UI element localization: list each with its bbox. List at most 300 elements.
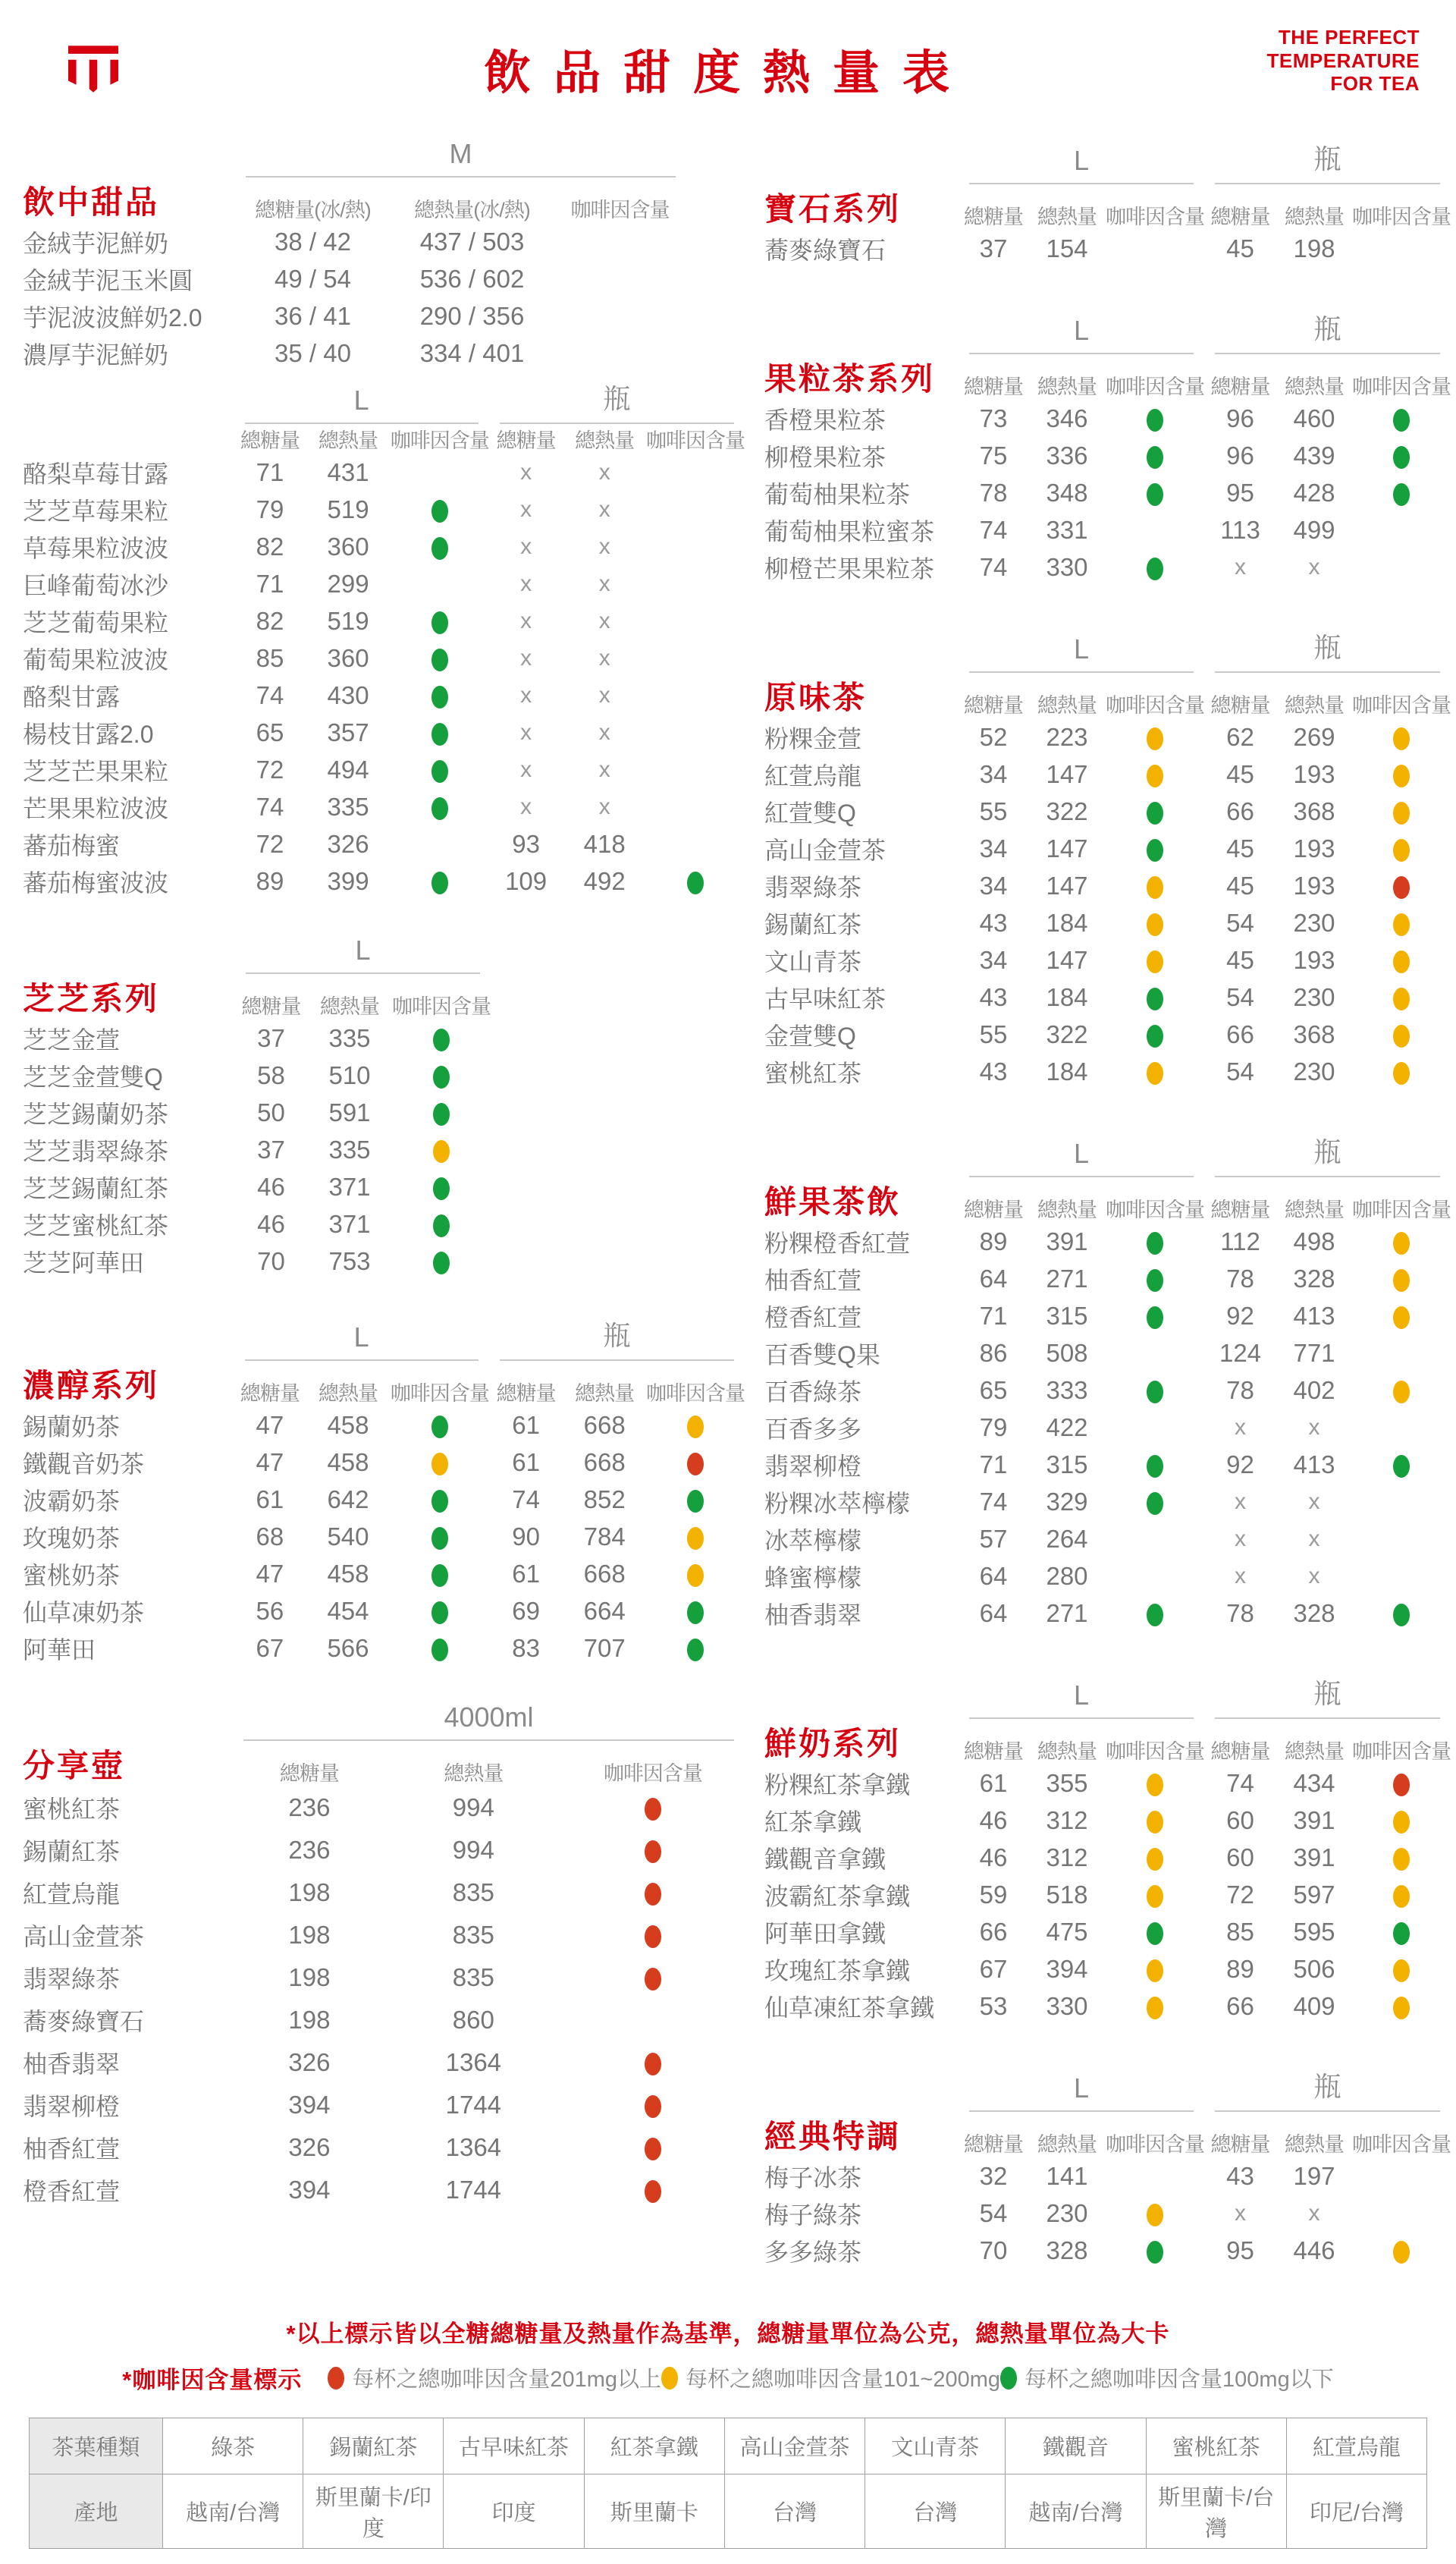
left-column — [23, 138, 745, 2310]
origin-cell: 台灣 — [724, 2474, 864, 2549]
calorie-value: x — [1308, 1488, 1320, 1514]
caffeine-dot — [1393, 446, 1410, 469]
drink-row — [23, 788, 745, 825]
drink-name: 紅萱烏龍 — [764, 762, 862, 790]
column-header: 總熱量 — [1037, 1199, 1097, 1221]
caffeine-cell — [1106, 830, 1204, 867]
drink-name: 仙草凍奶茶 — [23, 1598, 145, 1626]
sugar-value: 50 — [257, 1098, 285, 1126]
drink-name: 翡翠綠茶 — [764, 873, 862, 901]
calorie-value: 269 — [1293, 722, 1335, 751]
calorie-value: 422 — [1046, 1412, 1088, 1441]
caffeine-dot — [1147, 1997, 1163, 2019]
column-header: 咖啡因含量 — [645, 429, 745, 452]
sugar-value: 198 — [288, 1921, 331, 1949]
drink-row — [764, 1297, 1451, 1334]
sugar-value: 96 — [1226, 404, 1254, 432]
caffeine-cell — [646, 639, 745, 677]
caffeine-dot — [1393, 1922, 1410, 1945]
drink-row — [764, 1950, 1451, 1987]
caffeine-cell — [1352, 1520, 1451, 1557]
section-title: 飲中甜品 — [23, 184, 160, 221]
caffeine-dot — [1147, 839, 1163, 862]
calorie-value: 184 — [1046, 1057, 1088, 1086]
sugar-value: 198 — [288, 2006, 331, 2034]
page-title: 飲品甜度熱量表 — [483, 45, 972, 100]
sugar-value: 61 — [512, 1447, 540, 1476]
calorie-value: 394 — [1046, 1954, 1088, 1983]
caffeine-cell — [1106, 400, 1204, 437]
sugar-value: 89 — [979, 1227, 1008, 1255]
caffeine-cell — [646, 751, 745, 788]
column-header: 總糖量 — [1210, 375, 1270, 398]
caffeine-dot — [431, 760, 448, 783]
caffeine-cell — [1106, 718, 1204, 756]
size-group-label: 瓶 — [1215, 308, 1440, 354]
drink-row — [23, 1243, 491, 1280]
drink-row — [23, 1406, 745, 1444]
tea-origin-table — [29, 2418, 1427, 2549]
sugar-value: 71 — [979, 1301, 1008, 1330]
sugar-value: 75 — [979, 441, 1008, 470]
caffeine-cell — [392, 1131, 491, 1168]
drink-row — [764, 474, 1451, 511]
column-header: 咖啡因含量 — [1106, 2133, 1204, 2156]
sugar-value: 46 — [257, 1209, 285, 1238]
section-table-yin-zhong-tian-pin — [23, 138, 686, 372]
drink-name: 梅子冰茶 — [764, 2163, 862, 2192]
caffeine-dot — [1147, 1774, 1163, 1796]
sugar-value: 74 — [256, 792, 284, 821]
caffeine-dot — [687, 1601, 704, 1624]
size-group-label: L — [246, 935, 480, 974]
caffeine-dot — [1147, 1885, 1163, 1908]
calorie-value: 399 — [327, 866, 369, 895]
calorie-value: 437 / 503 — [419, 227, 525, 256]
calorie-value: 391 — [1046, 1227, 1088, 1255]
caffeine-cell — [646, 825, 745, 863]
calorie-value: x — [1308, 1563, 1320, 1588]
caffeine-dot — [1393, 988, 1410, 1010]
drink-name: 百香綠茶 — [764, 1378, 862, 1406]
calorie-value: 430 — [327, 680, 369, 709]
caffeine-cell — [561, 2169, 745, 2211]
column-header: 總糖量 — [964, 694, 1023, 717]
size-group-label: M — [246, 138, 676, 178]
calorie-value: 499 — [1293, 515, 1335, 544]
calorie-value: 193 — [1293, 945, 1335, 974]
sugar-value: 37 — [979, 234, 1008, 262]
drink-name: 蕃茄梅蜜波波 — [23, 869, 169, 897]
right-column — [764, 138, 1451, 2310]
calorie-value: 271 — [1046, 1598, 1088, 1627]
caffeine-dot — [1147, 1604, 1163, 1626]
drink-row — [764, 867, 1451, 904]
calorie-value: 508 — [1046, 1338, 1088, 1367]
column-header: 咖啡因含量 — [390, 429, 489, 452]
caffeine-cell — [391, 714, 489, 751]
drink-name: 柚香翡翠 — [764, 1601, 862, 1629]
drink-row — [23, 1205, 491, 1243]
drink-row — [23, 751, 745, 788]
sugar-value: 34 — [979, 834, 1008, 863]
sugar-value: 54 — [979, 2198, 1008, 2227]
sugar-value: x — [520, 682, 532, 708]
section-table-baoshi — [764, 138, 1451, 267]
origin-row — [30, 2474, 1427, 2549]
legend-text: 每杯之總咖啡因含量201mg以上 — [352, 2368, 662, 2392]
caffeine-dot — [431, 500, 448, 523]
caffeine-cell — [646, 1406, 745, 1444]
drink-row — [23, 677, 745, 714]
caffeine-legend-items — [328, 2362, 1333, 2393]
sugar-value: x — [1235, 2200, 1246, 2226]
calorie-value: 994 — [452, 1793, 494, 1821]
sugar-value: x — [520, 608, 532, 633]
caffeine-cell — [392, 1168, 491, 1205]
sugar-value: 53 — [979, 1991, 1008, 2020]
drink-name: 仙草凍紅茶拿鐵 — [764, 1994, 935, 2022]
calorie-value: 994 — [452, 1836, 494, 1864]
caffeine-cell — [1106, 511, 1204, 548]
drink-row — [764, 1372, 1451, 1409]
calorie-value: 360 — [327, 643, 369, 672]
legend-dot — [328, 2367, 344, 2390]
caffeine-cell — [1106, 230, 1204, 267]
tea-type-cell: 高山金萱茶 — [724, 2418, 864, 2474]
drink-name: 酪梨甘露 — [23, 683, 121, 711]
calorie-value: x — [1308, 1414, 1320, 1440]
caffeine-cell — [1106, 1595, 1204, 1632]
section-title: 鮮奶系列 — [764, 1725, 902, 1762]
drink-name: 錫蘭紅茶 — [23, 1838, 121, 1865]
drink-name: 梅子綠茶 — [764, 2201, 862, 2229]
caffeine-cell — [646, 1592, 745, 1629]
drink-name: 芋泥波波鮮奶2.0 — [23, 303, 202, 331]
caffeine-cell — [554, 297, 686, 335]
drink-name: 濃厚芋泥鮮奶 — [23, 341, 169, 369]
caffeine-cell — [391, 491, 489, 528]
caffeine-dot — [1147, 913, 1163, 936]
drink-name: 粉粿橙香紅萱 — [764, 1229, 911, 1257]
calorie-value: 346 — [1046, 404, 1088, 432]
calorie-value: 371 — [328, 1172, 371, 1201]
drink-row — [23, 565, 745, 602]
caffeine-dot — [1147, 2204, 1163, 2226]
drink-name: 紅萱烏龍 — [23, 1881, 121, 1908]
caffeine-cell — [1352, 1053, 1451, 1090]
drink-name: 橙香紅萱 — [23, 2178, 121, 2205]
calorie-value: 431 — [327, 457, 369, 486]
sugar-value: 72 — [256, 755, 284, 784]
calorie-value: 835 — [452, 1878, 494, 1906]
sugar-value: 43 — [979, 1057, 1008, 1086]
size-group-label: L — [969, 1138, 1194, 1177]
sugar-value: 79 — [979, 1412, 1008, 1441]
calorie-value: 141 — [1046, 2161, 1088, 2190]
caffeine-cell — [1352, 1839, 1451, 1876]
drink-row — [764, 1987, 1451, 2025]
drink-row — [764, 1802, 1451, 1839]
column-header: 咖啡因含量 — [1106, 375, 1204, 398]
caffeine-cell — [1352, 1016, 1451, 1053]
drink-name: 粉粿紅茶拿鐵 — [764, 1771, 911, 1799]
caffeine-cell — [1106, 1260, 1204, 1297]
caffeine-dot — [687, 1527, 704, 1550]
caffeine-dot — [1147, 446, 1163, 469]
drink-row — [764, 1446, 1451, 1483]
drink-name: 阿華田拿鐵 — [764, 1919, 886, 1947]
caffeine-cell — [1106, 474, 1204, 511]
caffeine-cell — [1352, 1876, 1451, 1913]
origin-cell: 越南/台灣 — [163, 2474, 303, 2549]
size-group-label: 瓶 — [1215, 2066, 1440, 2112]
caffeine-dot — [1147, 1922, 1163, 1945]
caffeine-dot — [1147, 409, 1163, 432]
sugar-value: 74 — [1226, 1768, 1254, 1797]
origin-cell: 斯里蘭卡 — [584, 2474, 724, 2549]
caffeine-cell — [1352, 1557, 1451, 1595]
drink-row — [23, 223, 686, 260]
drink-row — [764, 1483, 1451, 1520]
drink-row — [764, 230, 1451, 267]
caffeine-cell — [561, 2041, 745, 2084]
drink-name: 金絨芋泥鮮奶 — [23, 229, 169, 257]
caffeine-dot — [1393, 1025, 1410, 1048]
calorie-value: 454 — [327, 1596, 369, 1625]
caffeine-cell — [391, 639, 489, 677]
caffeine-dot — [431, 1416, 448, 1438]
sugar-value: 83 — [512, 1633, 540, 1662]
column-header: 總糖量 — [964, 1740, 1023, 1763]
column-header: 咖啡因含量 — [645, 1382, 745, 1405]
section-title: 濃醇系列 — [23, 1367, 160, 1404]
caffeine-cell — [561, 1914, 745, 1956]
sugar-value: x — [520, 645, 532, 671]
drink-name: 柚香紅萱 — [23, 2135, 121, 2163]
sugar-value: 54 — [1226, 982, 1254, 1011]
calorie-value: 835 — [452, 1921, 494, 1949]
tea-type-cell: 錫蘭紅茶 — [303, 2418, 444, 2474]
caffeine-cell — [1106, 867, 1204, 904]
size-group-label: 瓶 — [1215, 1131, 1440, 1177]
drink-row — [764, 1053, 1451, 1090]
sugar-value: x — [520, 793, 532, 819]
caffeine-dot — [1147, 1811, 1163, 1833]
drink-name: 葡萄柚果粒茶 — [764, 480, 911, 508]
calorie-value: 335 — [327, 792, 369, 821]
drink-row — [23, 335, 686, 372]
drink-name: 紅茶拿鐵 — [764, 1808, 862, 1836]
sugar-value: 82 — [256, 532, 284, 561]
calorie-value: 498 — [1293, 1227, 1335, 1255]
drink-name: 芝芝草莓果粒 — [23, 497, 169, 525]
caffeine-cell — [1106, 1446, 1204, 1483]
caffeine-cell — [391, 454, 489, 491]
sugar-value: 74 — [979, 1487, 1008, 1516]
drink-name: 粉粿冰萃檸檬 — [764, 1489, 911, 1517]
tagline-line: THE PERFECT — [1278, 26, 1420, 49]
calorie-value: 223 — [1046, 722, 1088, 751]
sugar-value: 326 — [288, 2133, 331, 2161]
size-group-label: L — [969, 1679, 1194, 1719]
sugar-value: 55 — [979, 1020, 1008, 1048]
column-header: 總糖量 — [241, 995, 301, 1018]
caffeine-cell — [1352, 1372, 1451, 1409]
drink-row — [23, 1555, 745, 1592]
drink-name: 蜜桃奶茶 — [23, 1561, 121, 1589]
section-table-jingdian-tediao — [764, 2066, 1451, 2269]
caffeine-cell — [391, 677, 489, 714]
column-header: 總熱量 — [1285, 206, 1344, 228]
calorie-value: 333 — [1046, 1375, 1088, 1404]
caffeine-cell — [646, 491, 745, 528]
column-header: 總熱量 — [1285, 1740, 1344, 1763]
drink-name: 巨峰葡萄冰沙 — [23, 571, 169, 599]
caffeine-dot — [433, 1140, 450, 1163]
caffeine-cell — [1106, 2195, 1204, 2232]
column-header: 總糖量 — [1210, 1199, 1270, 1221]
caffeine-cell — [646, 788, 745, 825]
caffeine-dot — [1147, 1025, 1163, 1048]
caffeine-cell — [646, 1444, 745, 1481]
column-header: 總糖量 — [964, 1199, 1023, 1221]
calorie-value: 264 — [1046, 1524, 1088, 1553]
caffeine-cell — [646, 1629, 745, 1667]
sugar-value: 326 — [288, 2048, 331, 2076]
origin-cell: 斯里蘭卡/印度 — [303, 2474, 444, 2549]
sugar-value: 78 — [1226, 1264, 1254, 1293]
caffeine-cell — [561, 1871, 745, 1914]
drink-name: 草莓果粒波波 — [23, 534, 169, 562]
drink-name: 玫瑰奶茶 — [23, 1524, 121, 1552]
drink-name: 高山金萱茶 — [764, 836, 886, 864]
column-header: 咖啡因含量 — [1352, 1199, 1451, 1221]
caffeine-dot — [1393, 1232, 1410, 1255]
caffeine-cell — [1106, 1557, 1204, 1595]
column-header: 總糖量 — [240, 429, 300, 452]
calorie-value: 193 — [1293, 834, 1335, 863]
sugar-value: 69 — [512, 1596, 540, 1625]
sugar-value: 67 — [256, 1633, 284, 1662]
legend-dot — [661, 2367, 678, 2390]
calorie-value: 230 — [1046, 2198, 1088, 2227]
column-header: 總糖量 — [1210, 694, 1270, 717]
sugar-value: 47 — [256, 1410, 284, 1439]
drink-row — [764, 1595, 1451, 1632]
sugar-value: 198 — [288, 1878, 331, 1906]
sugar-value: x — [520, 459, 532, 485]
sugar-value: 61 — [979, 1768, 1008, 1797]
section-title: 寶石系列 — [764, 190, 902, 228]
legend-dot — [1000, 2367, 1017, 2390]
caffeine-cell — [1352, 718, 1451, 756]
tea-type-header: 茶葉種類 — [30, 2418, 163, 2474]
section-title — [23, 424, 234, 454]
caffeine-dot — [1393, 1381, 1410, 1403]
size-group-label: 4000ml — [243, 1701, 734, 1741]
caffeine-cell — [391, 825, 489, 863]
sugar-value: 45 — [1226, 945, 1254, 974]
calorie-value: 409 — [1293, 1991, 1335, 2020]
drink-name: 葡萄果粒波波 — [23, 646, 169, 674]
sugar-value: 45 — [1226, 834, 1254, 863]
section-table-xianguo-chayin — [764, 1131, 1451, 1632]
calorie-value: 147 — [1046, 759, 1088, 788]
calorie-value: 446 — [1293, 2236, 1335, 2264]
caffeine-cell — [646, 454, 745, 491]
sugar-value: 61 — [512, 1410, 540, 1439]
drink-row — [23, 1956, 745, 1999]
drink-name: 鐵觀音奶茶 — [23, 1450, 145, 1478]
caffeine-cell — [1106, 1223, 1204, 1260]
sugar-value: 58 — [257, 1060, 285, 1089]
caffeine-dot — [645, 2095, 661, 2118]
calorie-value: x — [598, 533, 610, 559]
caffeine-dot — [1147, 1455, 1163, 1478]
drink-row — [764, 904, 1451, 941]
sugar-value: 55 — [979, 797, 1008, 825]
caffeine-cell — [1106, 1802, 1204, 1839]
drink-row — [764, 2157, 1451, 2195]
sugar-value: x — [1235, 1488, 1246, 1514]
caffeine-dot — [431, 1453, 448, 1475]
origin-cell: 印尼/台灣 — [1286, 2474, 1426, 2549]
calorie-value: 591 — [328, 1098, 371, 1126]
caffeine-cell — [391, 863, 489, 900]
calorie-value: 328 — [1293, 1598, 1335, 1627]
sugar-value: 34 — [979, 759, 1008, 788]
size-group-label: 瓶 — [500, 1315, 734, 1361]
drink-name: 芝芝錫蘭奶茶 — [23, 1100, 169, 1128]
drink-row — [764, 437, 1451, 474]
caffeine-cell — [646, 602, 745, 639]
column-header: 咖啡因含量 — [1352, 375, 1451, 398]
calorie-value: 271 — [1046, 1264, 1088, 1293]
caffeine-dot — [1393, 951, 1410, 973]
caffeine-dot — [1393, 839, 1410, 862]
column-header: 總熱量 — [318, 1382, 378, 1405]
column-header: 總糖量 — [964, 206, 1023, 228]
drink-name: 楊枝甘露2.0 — [23, 720, 154, 748]
sugar-value: 59 — [979, 1880, 1008, 1909]
origin-cell: 越南/台灣 — [1006, 2474, 1146, 2549]
caffeine-cell — [1352, 1483, 1451, 1520]
tea-type-cell: 紅茶拿鐵 — [584, 2418, 724, 2474]
caffeine-cell — [392, 1057, 491, 1094]
caffeine-cell — [391, 1518, 489, 1555]
sugar-value: 65 — [256, 718, 284, 746]
caffeine-dot — [433, 1103, 450, 1126]
tea-type-cell: 文山青茶 — [865, 2418, 1006, 2474]
drink-name: 芝芝錫蘭紅茶 — [23, 1174, 169, 1202]
caffeine-dot — [1393, 876, 1410, 899]
caffeine-dot — [1393, 1062, 1410, 1085]
drink-row — [764, 830, 1451, 867]
sugar-value: 52 — [979, 722, 1008, 751]
caffeine-dot — [1393, 1774, 1410, 1796]
caffeine-cell — [1352, 1297, 1451, 1334]
caffeine-cell — [391, 1629, 489, 1667]
drink-row — [23, 1871, 745, 1914]
sugar-value: 46 — [979, 1805, 1008, 1834]
column-header: 咖啡因含量 — [1106, 1740, 1204, 1763]
caffeine-cell — [1352, 830, 1451, 867]
sugar-value: 45 — [1226, 759, 1254, 788]
sugar-value: 78 — [1226, 1375, 1254, 1404]
caffeine-dot — [1393, 1959, 1410, 1982]
drink-name: 錫蘭紅茶 — [764, 910, 862, 938]
